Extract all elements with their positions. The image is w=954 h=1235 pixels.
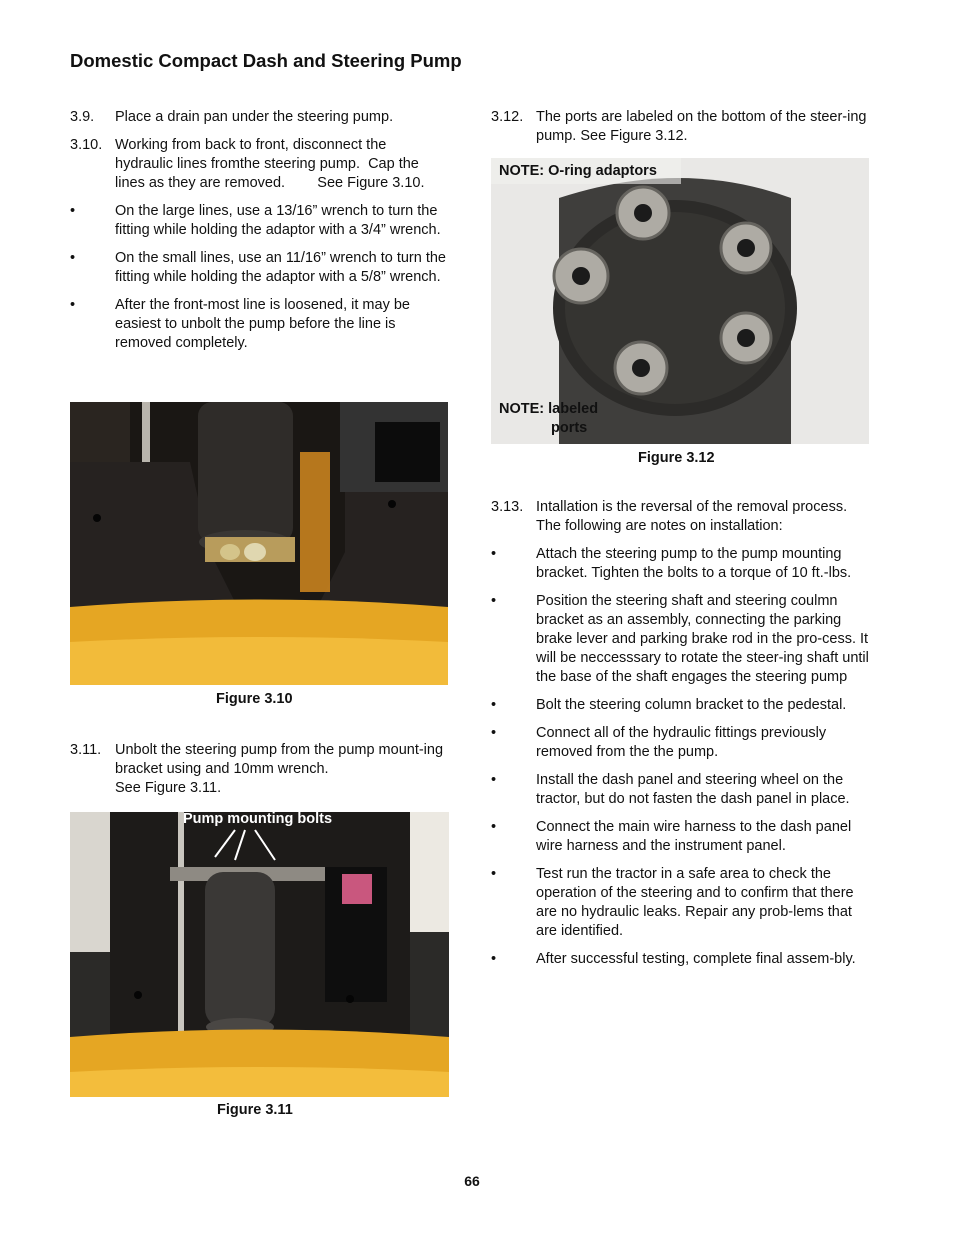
list-item (491, 865, 873, 941)
step-text: Bolt the steering column bracket to the pedestal. (536, 697, 847, 713)
list-item (70, 136, 450, 193)
page-title: Domestic Compact Dash and Steering Pump (70, 50, 462, 71)
step-number: 3.11. (70, 742, 102, 758)
bullet: • (491, 772, 497, 788)
step-3-11 (70, 741, 450, 798)
list-item (491, 108, 873, 146)
step-text: On the large lines, use a 13/16” wrench to turn the fitting while holding the adaptor with a 3/4” wrench. (115, 203, 441, 238)
list-item (70, 202, 450, 240)
bullet: • (491, 546, 497, 562)
figure-3-11-photo (70, 812, 449, 1097)
list-item (70, 741, 450, 798)
step-text: On the small lines, use an 11/16” wrench to turn the fitting while holding the adaptor with a 5/8” wrench. (115, 250, 446, 285)
pump-bolts-annotation: Pump mounting bolts (183, 811, 333, 827)
step-text: Intallation is the reversal of the removal process. The following are notes on installation: (536, 499, 848, 534)
bullet: • (491, 697, 497, 713)
step-text: Install the dash panel and steering wheel on the tractor, but do not fasten the dash panel in place. (536, 772, 850, 807)
list-item (491, 771, 873, 809)
step-text: The ports are labeled on the bottom of the steer-ing pump. See Figure 3.12. (536, 109, 867, 144)
bullet: • (491, 866, 497, 882)
left-instructions (70, 108, 450, 353)
figure-caption: Figure 3.12 (638, 450, 715, 466)
step-number: 3.13. (491, 499, 524, 515)
bullet: • (491, 819, 497, 835)
list-item (70, 296, 450, 353)
step-text: Working from back to front, disconnect the hydraulic lines fromthe steering pump. Cap the lines as they are removed. See Figure 3.10. (115, 137, 425, 191)
bullet: • (70, 250, 76, 266)
note-line: ports (551, 420, 588, 436)
step-number: 3.9. (70, 109, 95, 125)
step-text: Connect all of the hydraulic fittings previously removed from the the pump. (536, 725, 827, 760)
list-item (491, 592, 873, 687)
bullet: • (70, 297, 76, 313)
step-number: 3.12. (491, 109, 524, 125)
note-line: NOTE: labeled (499, 401, 599, 417)
step-3-12 (491, 108, 873, 146)
bullet: • (491, 725, 497, 741)
bullet: • (70, 203, 76, 219)
figure-caption: Figure 3.10 (216, 691, 293, 707)
figure-caption: Figure 3.11 (217, 1102, 293, 1118)
step-text: Unbolt the steering pump from the pump mount-ing bracket using and 10mm wrench. (115, 742, 444, 777)
step-text: Test run the tractor in a safe area to check the operation of the steering and to confirm that there are no hydraulic leaks. Repair any prob-lems that are identified. (536, 866, 854, 939)
list-item (491, 950, 873, 969)
bullet: • (491, 593, 497, 609)
step-number: 3.10. (70, 137, 103, 153)
bullet: • (491, 951, 497, 967)
list-item (70, 249, 450, 287)
list-item (491, 724, 873, 762)
list-item (491, 818, 873, 856)
page-number: 66 (464, 1173, 480, 1189)
note-oring-adaptors: NOTE: O-ring adaptors (499, 163, 657, 179)
step-text: See Figure 3.11. (115, 780, 222, 796)
figure-3-10-photo (70, 402, 448, 685)
step-text: After the front-most line is loosened, it may be easiest to unbolt the pump before the line is removed completely. (115, 297, 410, 351)
list-item (70, 108, 450, 127)
step-text: Place a drain pan under the steering pump. (115, 109, 394, 125)
note-labeled-ports (499, 400, 598, 438)
right-instructions (491, 498, 873, 969)
step-text: Connect the main wire harness to the dash panel wire harness and the instrument panel. (536, 819, 852, 854)
step-text: Attach the steering pump to the pump mounting bracket. Tighten the bolts to a torque of 10 ft.-lbs. (536, 546, 852, 581)
step-text: Position the steering shaft and steering coulmn bracket as an assembly, connecting the parking brake lever and parking brake rod in the pro-cess. It will be neccesssary to rotate the steer-ing shaft until the base of the shaft engages the steering pump (536, 593, 869, 685)
list-item (491, 498, 873, 536)
step-text: After successful testing, complete final assem-bly. (536, 951, 856, 967)
list-item (491, 545, 873, 583)
list-item (491, 696, 873, 715)
